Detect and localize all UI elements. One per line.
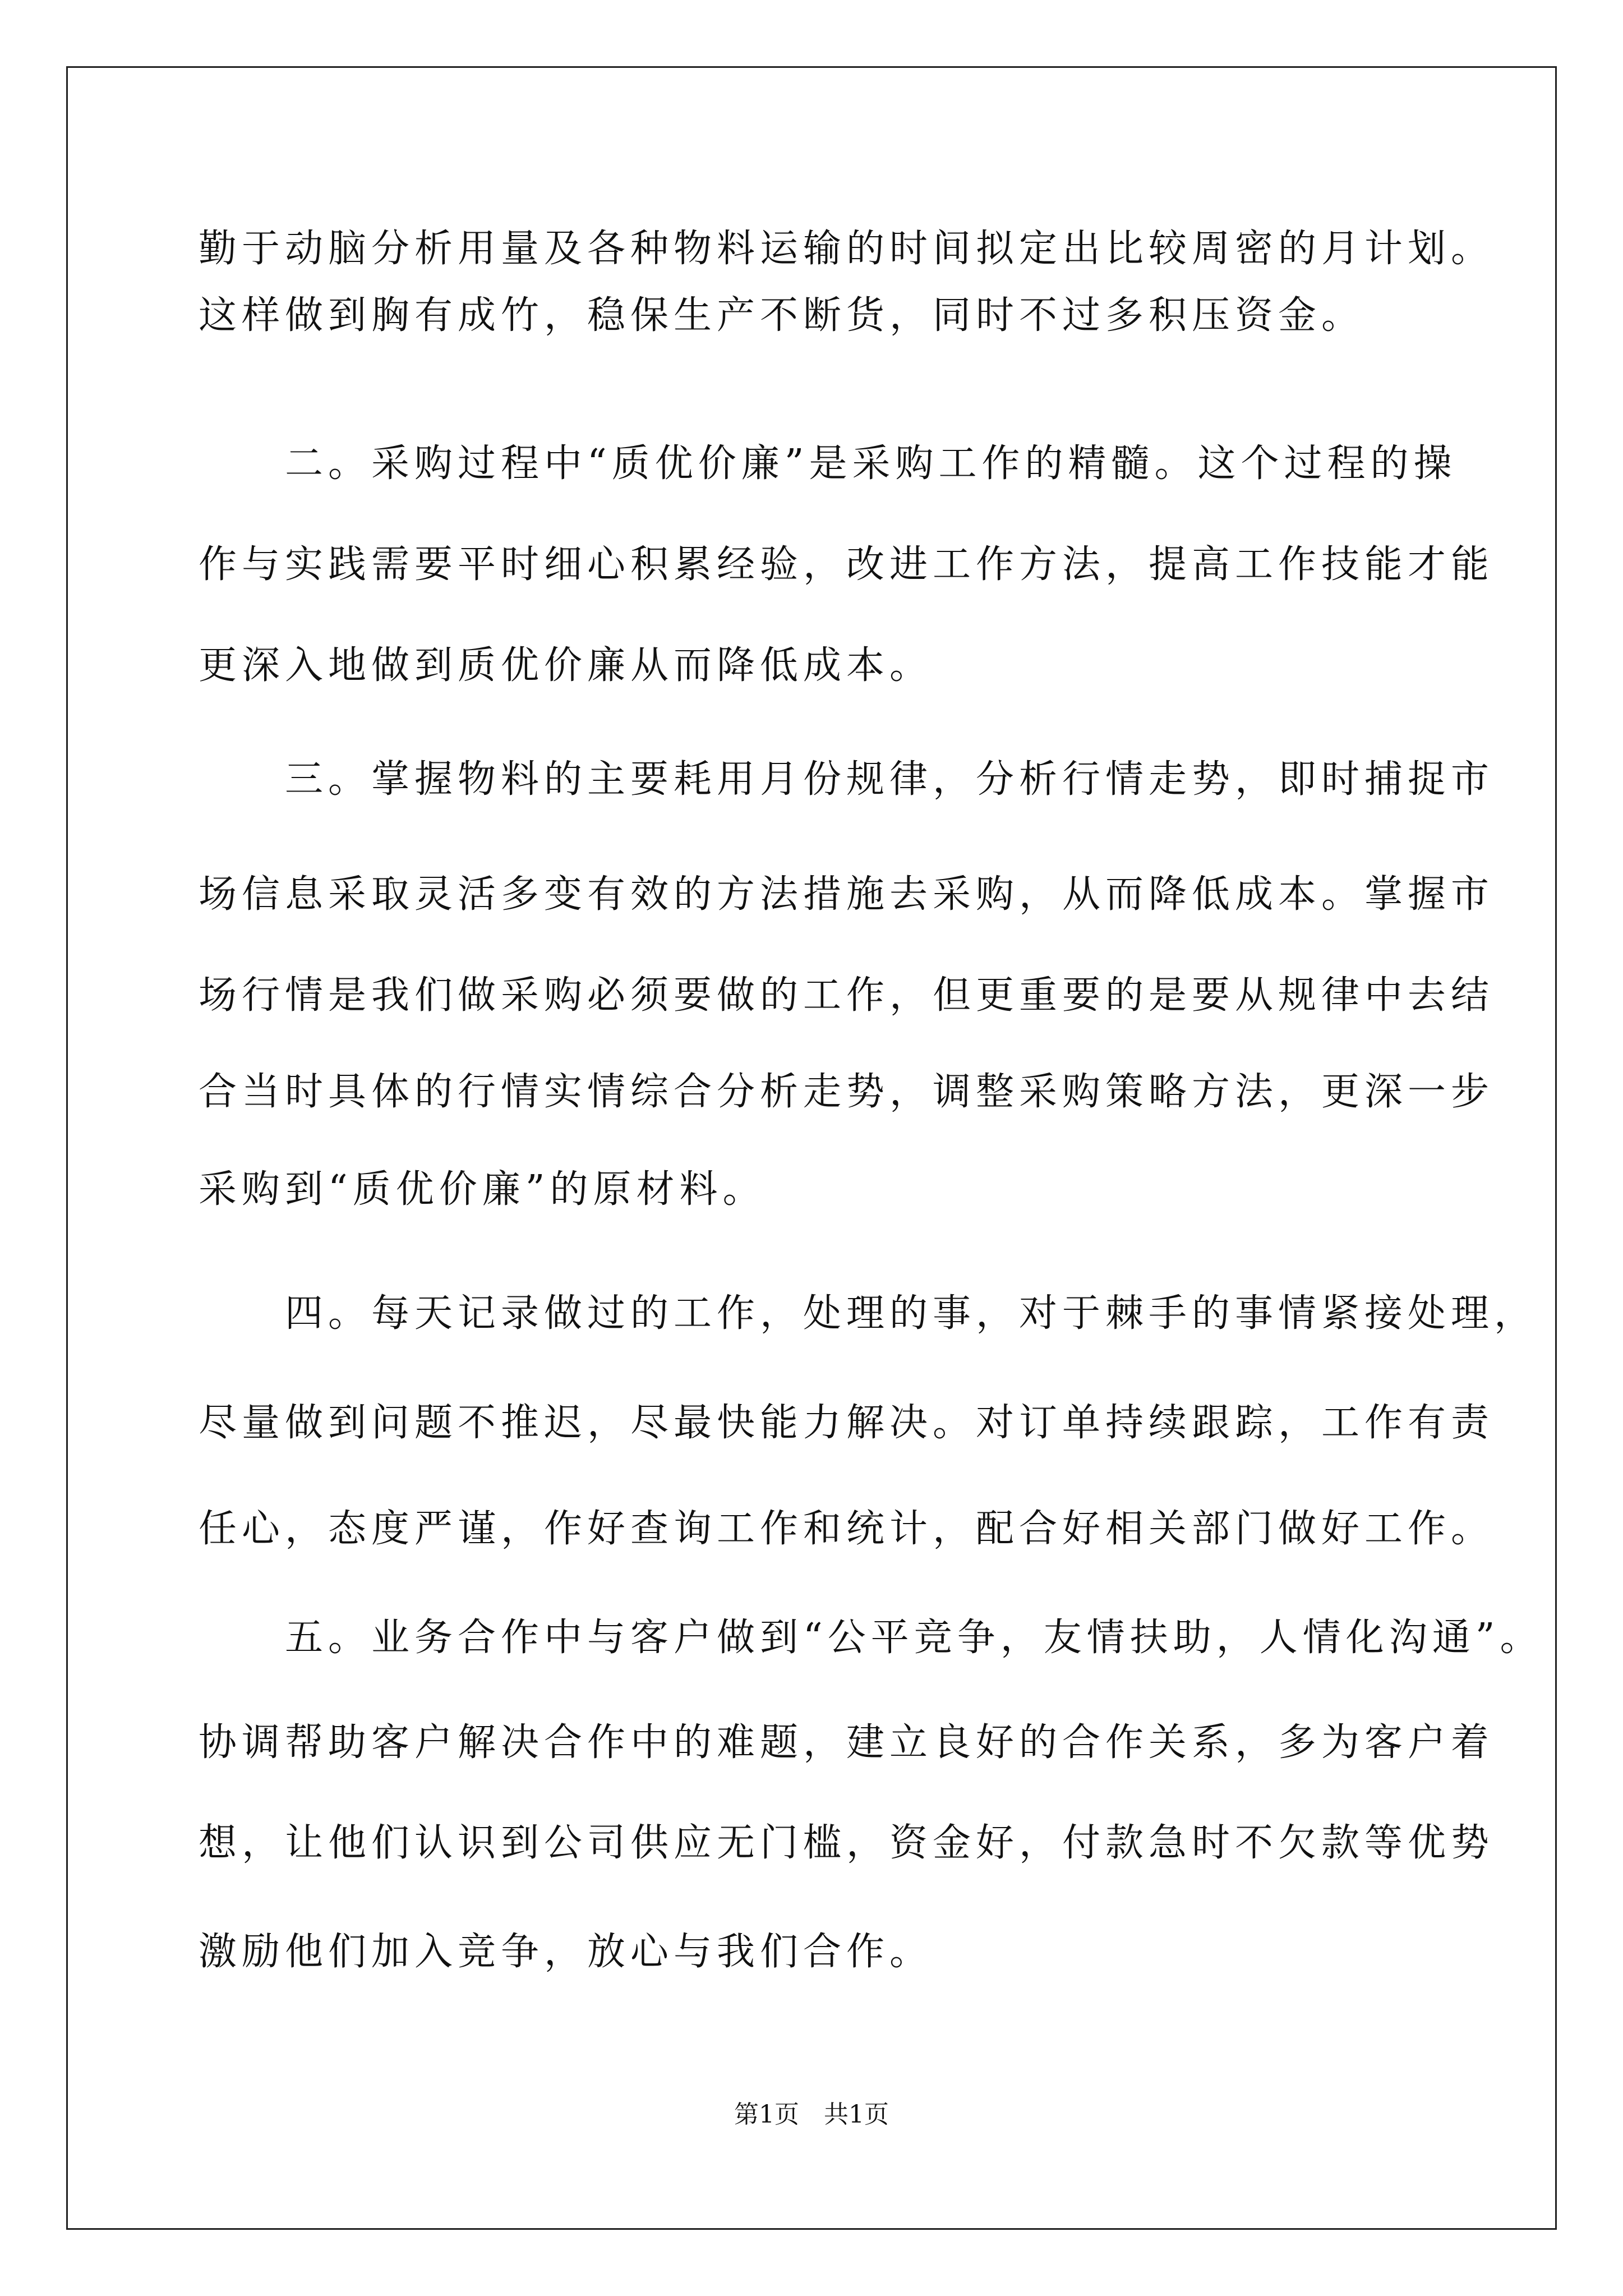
text-line-14: 五。业务合作中与客户做到“公平竞争，友情扶助，人情化沟通”。	[199, 1616, 1543, 1660]
text-line-16: 想，让他们认识到公司供应无门槛，资金好，付款急时不欠款等优势	[199, 1821, 1495, 1865]
text-line-7: 场信息采取灵活多变有效的方法措施去采购，从而降低成本。掌握市	[199, 872, 1495, 917]
text-line-15: 协调帮助客户解决合作中的难题，建立良好的合作关系，多为客户着	[199, 1720, 1495, 1765]
text-line-6: 三。掌握物料的主要耗用月份规律，分析行情走势，即时捕捉市	[199, 757, 1495, 802]
text-line-2: 这样做到胸有成竹，稳保生产不断货，同时不过多积压资金。	[199, 293, 1365, 338]
text-line-5: 更深入地做到质优价廉从而降低成本。	[199, 643, 933, 688]
text-line-10: 采购到“质优价廉”的原材料。	[199, 1167, 766, 1212]
text-line-8: 场行情是我们做采购必须要做的工作，但更重要的是要从规律中去结	[199, 973, 1495, 1018]
text-line-4: 作与实践需要平时细心积累经验，改进工作方法，提高工作技能才能	[199, 542, 1495, 587]
page-border	[66, 66, 1557, 2230]
text-line-11: 四。每天记录做过的工作，处理的事，对于棘手的事情紧接处理，	[199, 1291, 1538, 1336]
text-line-12: 尽量做到问题不推迟，尽最快能力解决。对订单持续跟踪，工作有责	[199, 1401, 1495, 1445]
page-footer: 第1页 共1页	[734, 2100, 889, 2129]
text-line-17: 激励他们加入竞争，放心与我们合作。	[199, 1930, 933, 1974]
text-line-9: 合当时具体的行情实情综合分析走势，调整采购策略方法，更深一步	[199, 1070, 1495, 1114]
text-line-13: 任心，态度严谨，作好查询工作和统计，配合好相关部门做好工作。	[199, 1507, 1495, 1551]
text-line-3: 二。采购过程中“质优价廉”是采购工作的精髓。这个过程的操	[199, 441, 1457, 486]
text-line-1: 勤于动脑分析用量及各种物料运输的时间拟定出比较周密的月计划。	[199, 227, 1495, 271]
